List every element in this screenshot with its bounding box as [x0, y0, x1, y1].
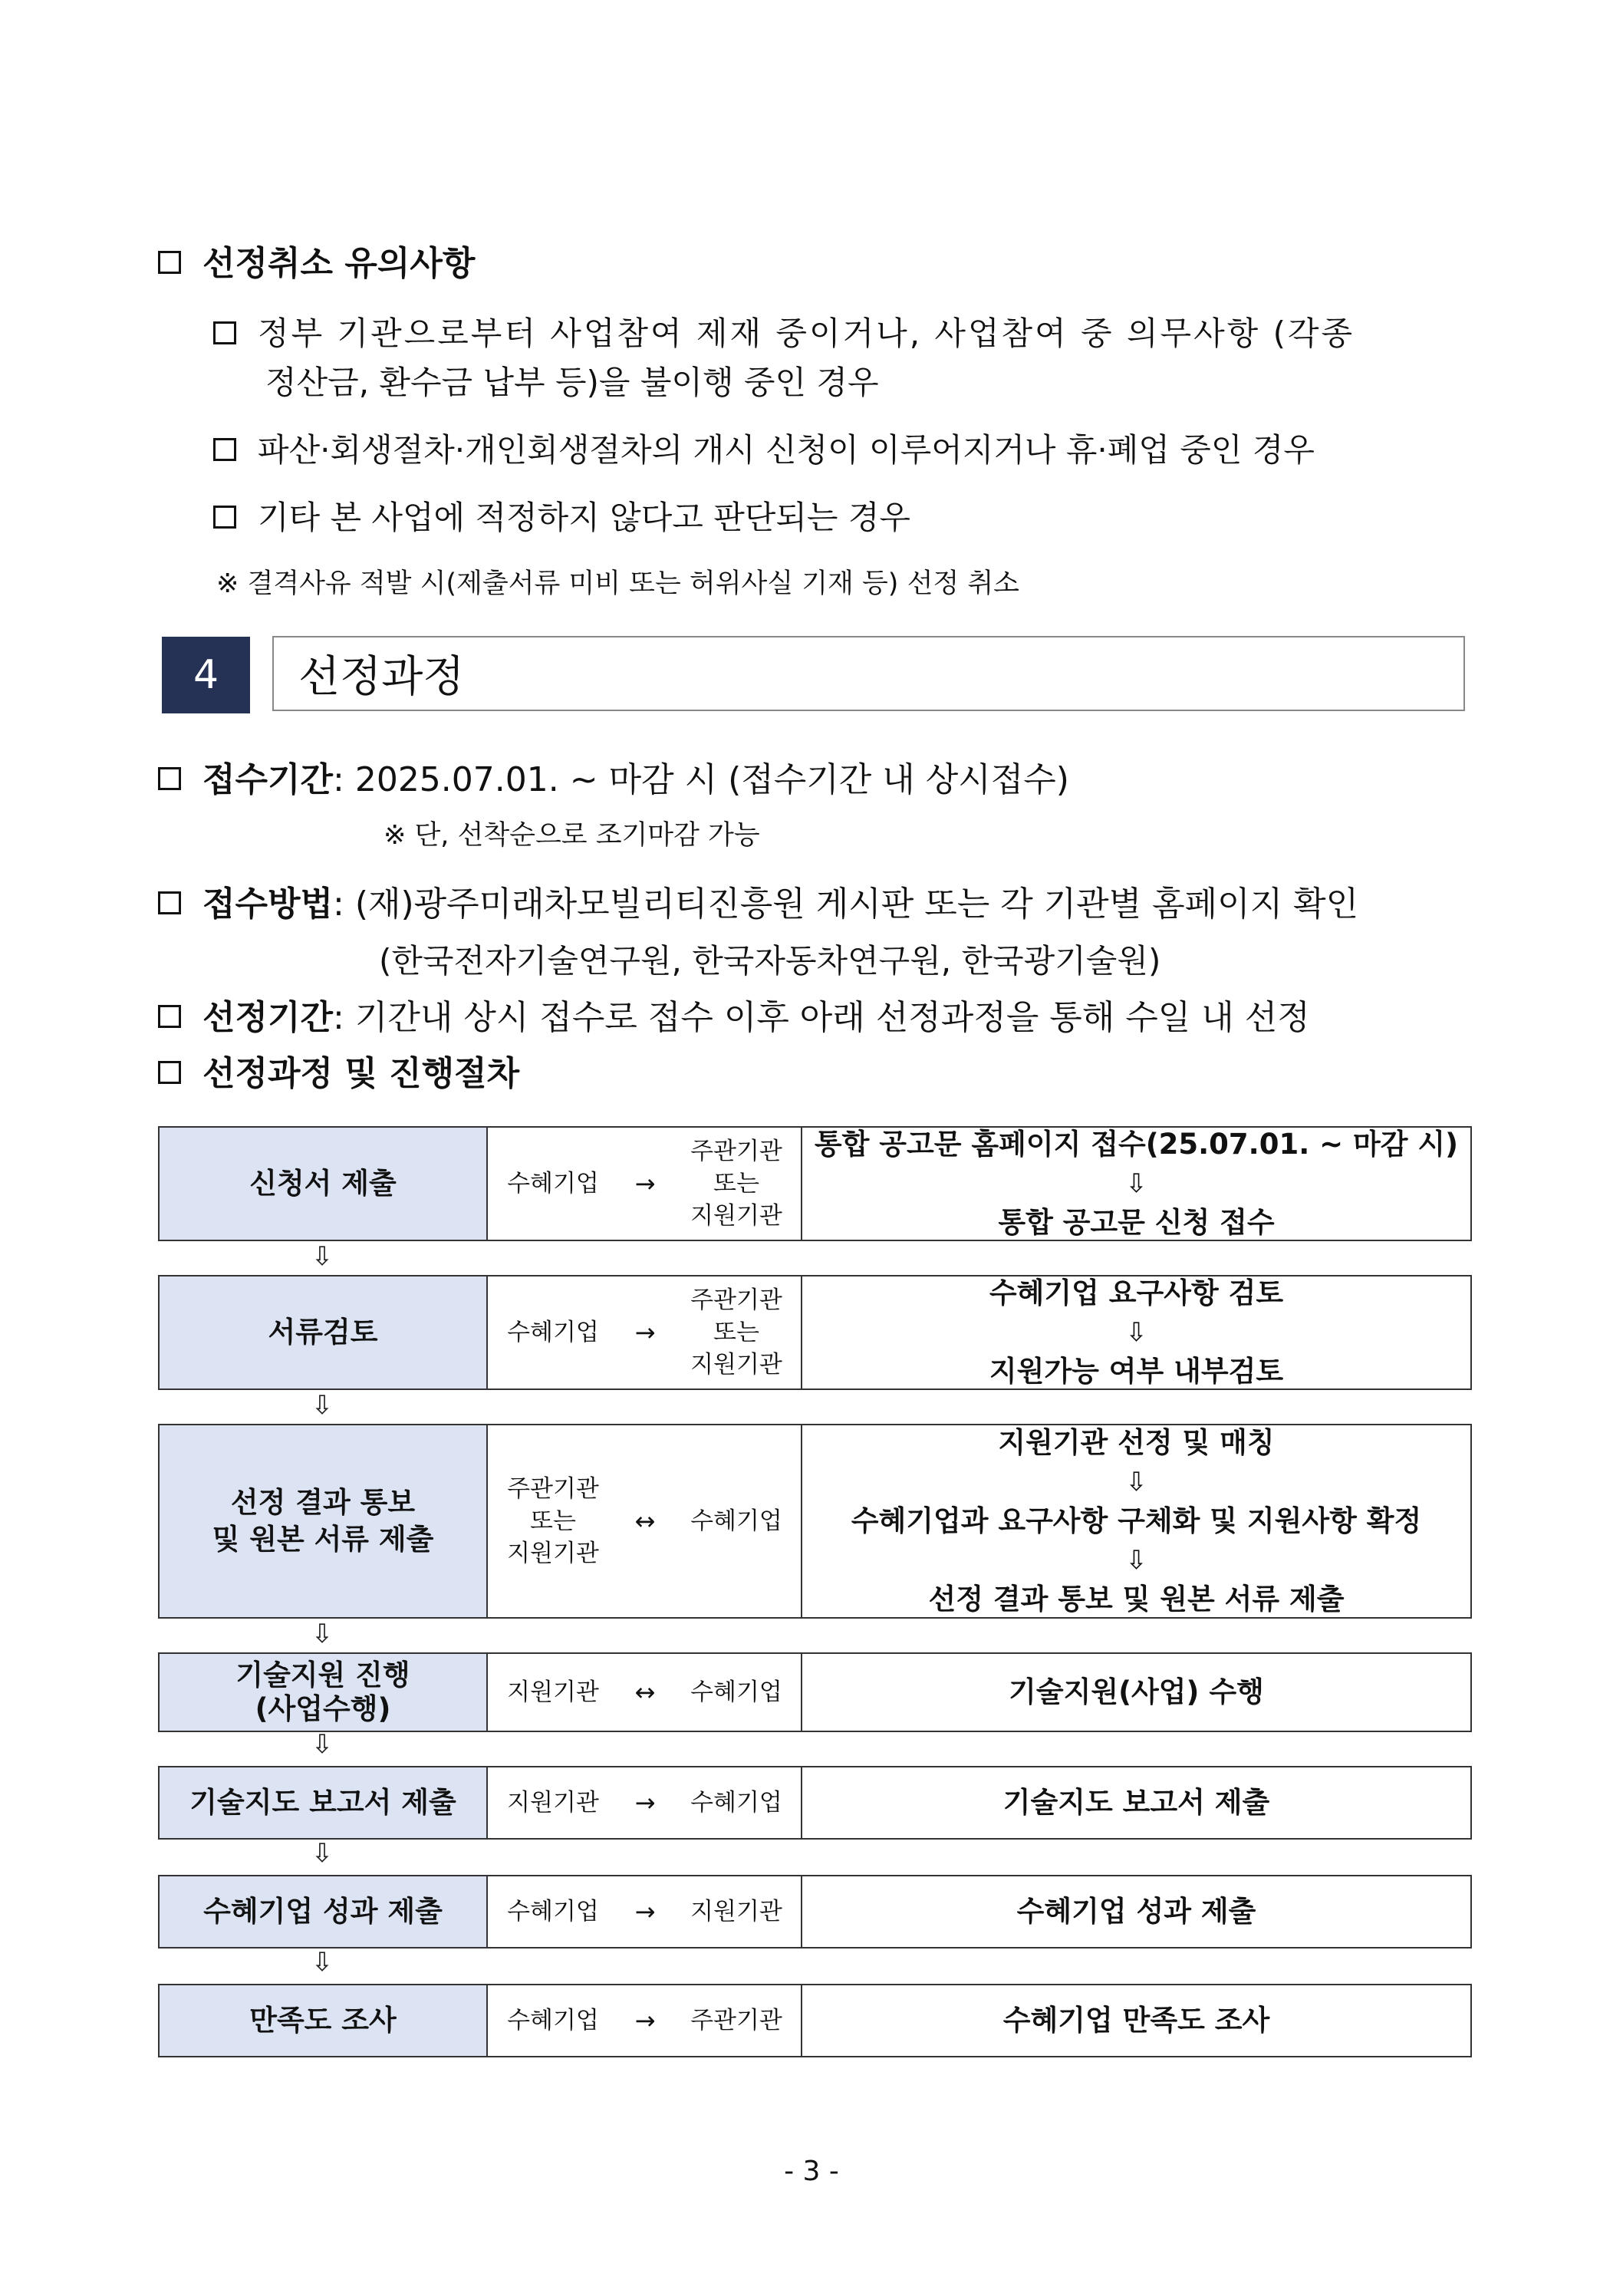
- checkbox-square-icon: [158, 1061, 181, 1084]
- down-arrow-icon: ⇩: [1125, 1545, 1147, 1576]
- stage-cell: 신청서 제출: [160, 1128, 488, 1240]
- detail-cell: 통합 공고문 홈페이지 접수(25.07.01. ~ 마감 시) ⇩ 통합 공고문 신청 접수: [814, 1128, 1459, 1239]
- down-arrow-icon: ⇩: [311, 1241, 334, 1272]
- flow-cell: 수혜기업 → 주관기관: [488, 1985, 802, 2056]
- down-arrow-icon: ⇩: [311, 1729, 334, 1760]
- process-row: [158, 1275, 1472, 1390]
- process-row: [158, 1652, 1472, 1732]
- cancel-item-1-cont: 정산금, 환수금 납부 등)을 불이행 중인 경우: [265, 364, 879, 401]
- receipt-period: 접수기간: 2025.07.01. ~ 마감 시 (접수기간 내 상시접수): [158, 755, 1069, 805]
- cancel-note: ※ 결격사유 적발 시(제출서류 미비 또는 허위사실 기재 등) 선정 취소: [216, 568, 1019, 599]
- stage-cell: 선정 결과 통보 및 원본 서류 제출: [160, 1425, 488, 1617]
- flow-cell: 지원기관 ↔ 수혜기업: [488, 1654, 802, 1731]
- checkbox-square-icon: [158, 891, 181, 914]
- selection-period: 선정기간: 기간내 상시 접수로 접수 이후 아래 선정과정을 통해 수일 내 선정: [158, 993, 1310, 1043]
- stage-cell: 기술지원 진행 (사업수행): [160, 1654, 488, 1731]
- down-arrow-icon: ⇩: [311, 1947, 334, 1978]
- process-row: [158, 1126, 1472, 1241]
- receipt-method: 접수방법: (재)광주미래차모빌리티진흥원 게시판 또는 각 기관별 홈페이지 확인: [158, 879, 1358, 930]
- cancel-section-heading: 선정취소 유의사항: [158, 241, 475, 287]
- flow-cell: 수혜기업 → 주관기관 또는 지원기관: [488, 1276, 802, 1388]
- left-right-arrow-icon: ↔: [634, 1507, 656, 1536]
- page-number: - 3 -: [784, 2156, 839, 2187]
- right-arrow-icon: →: [634, 1169, 656, 1198]
- down-arrow-icon: ⇩: [311, 1838, 334, 1869]
- down-arrow-icon: ⇩: [1125, 1467, 1147, 1497]
- detail-cell: 기술지도 보고서 제출: [1002, 1786, 1270, 1819]
- checkbox-square-icon: [158, 251, 181, 274]
- left-right-arrow-icon: ↔: [634, 1678, 656, 1707]
- down-arrow-icon: ⇩: [311, 1619, 334, 1649]
- cancel-item-2: 파산·회생절차·개인회생절차의 개시 신청이 이루어지거나 휴·폐업 중인 경우: [213, 425, 1315, 476]
- detail-cell: 기술지원(사업) 수행: [1009, 1675, 1264, 1708]
- checkbox-square-icon: [213, 506, 236, 529]
- process-row: [158, 1984, 1472, 2057]
- cancel-item-3: 기타 본 사업에 적정하지 않다고 판단되는 경우: [213, 492, 910, 543]
- stage-cell: 서류검토: [160, 1276, 488, 1388]
- process-row: [158, 1875, 1472, 1948]
- detail-cell: 수혜기업 성과 제출: [1016, 1895, 1256, 1928]
- checkbox-square-icon: [213, 321, 236, 344]
- process-row: [158, 1766, 1472, 1840]
- flow-cell: 지원기관 → 수혜기업: [488, 1767, 802, 1838]
- flow-cell: 수혜기업 → 지원기관: [488, 1876, 802, 1947]
- detail-cell: 지원기관 선정 및 매칭 ⇩ 수혜기업과 요구사항 구체화 및 지원사항 확정 ⇩ 선정 결과 통보 및 원본 서류 제출: [851, 1426, 1422, 1616]
- down-arrow-icon: ⇩: [1125, 1317, 1147, 1348]
- right-arrow-icon: →: [634, 2006, 656, 2035]
- detail-cell: 수혜기업 만족도 조사: [1002, 2004, 1270, 2037]
- stage-cell: 만족도 조사: [160, 1985, 488, 2056]
- detail-cell: 수혜기업 요구사항 검토 ⇩ 지원가능 여부 내부검토: [989, 1276, 1284, 1388]
- stage-cell: 기술지도 보고서 제출: [160, 1767, 488, 1838]
- flow-cell: 수혜기업 → 주관기관 또는 지원기관: [488, 1128, 802, 1240]
- right-arrow-icon: →: [634, 1318, 656, 1347]
- section-number: 4: [162, 637, 250, 713]
- down-arrow-icon: ⇩: [311, 1390, 334, 1421]
- process-row: [158, 1424, 1472, 1619]
- flow-cell: 주관기관 또는 지원기관 ↔ 수혜기업: [488, 1425, 802, 1617]
- process-heading: 선정과정 및 진행절차: [158, 1051, 519, 1097]
- receipt-method-institutions: (한국전자기술연구원, 한국자동차연구원, 한국광기술원): [379, 942, 1161, 980]
- checkbox-square-icon: [158, 1005, 181, 1028]
- down-arrow-icon: ⇩: [1125, 1168, 1147, 1199]
- checkbox-square-icon: [158, 767, 181, 790]
- checkbox-square-icon: [213, 438, 236, 461]
- right-arrow-icon: →: [634, 1897, 656, 1926]
- section-title: 선정과정: [272, 636, 1465, 711]
- right-arrow-icon: →: [634, 1788, 656, 1817]
- receipt-period-note: ※ 단, 선착순으로 조기마감 가능: [384, 820, 760, 851]
- stage-cell: 수혜기업 성과 제출: [160, 1876, 488, 1947]
- cancel-item-1: 정부 기관으로부터 사업참여 제재 중이거나, 사업참여 중 의무사항 (각종: [213, 308, 1471, 359]
